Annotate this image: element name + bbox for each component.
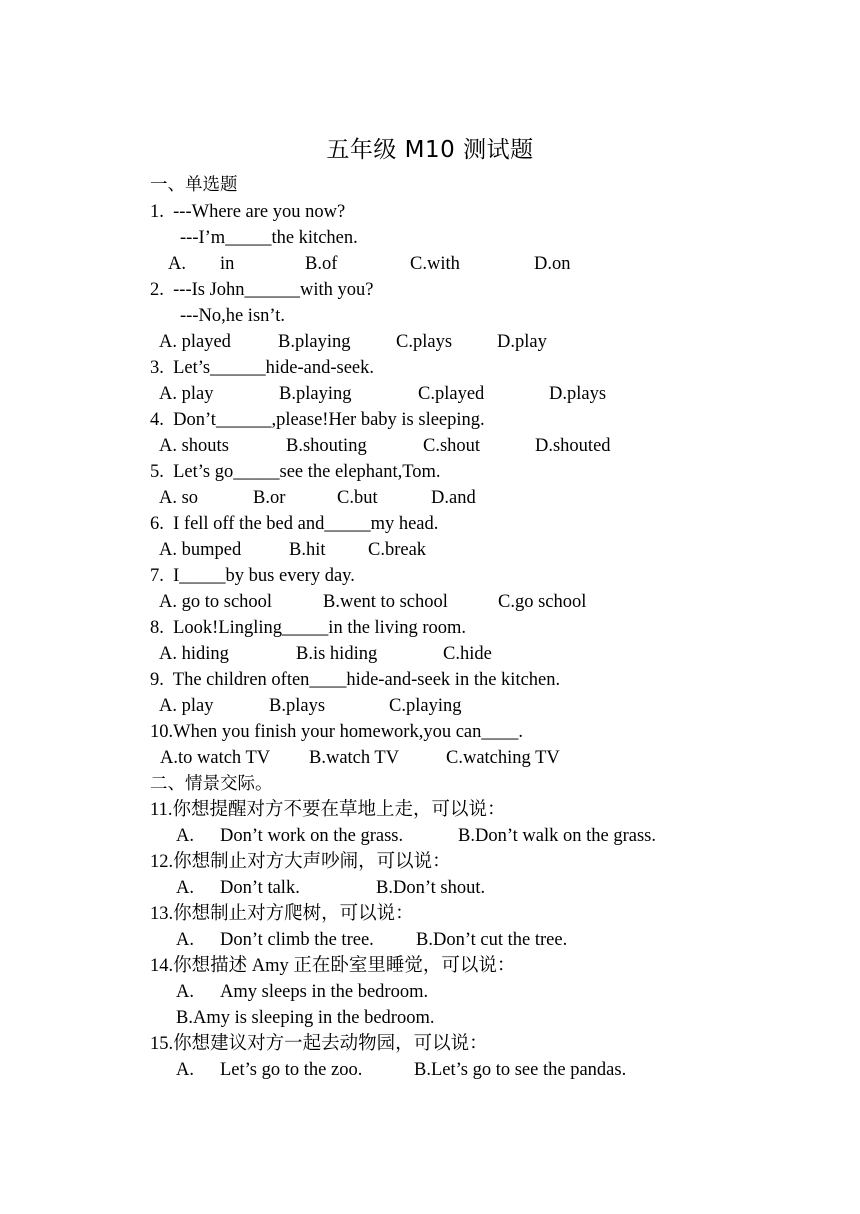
question-6-option-c: C.break: [368, 540, 427, 560]
question-13-stem: 13.你想制止对方爬树，可以说：: [150, 904, 414, 924]
question-15-option-a: Let’s go to the zoo.: [220, 1060, 363, 1080]
question-8-option-b: B.is hiding: [296, 644, 378, 664]
question-9-stem: 9. The children often____hide-and-seek in the kitchen.: [150, 670, 561, 690]
question-5-option-c: C.but: [337, 488, 378, 508]
question-4-stem: 4. Don’t______,please!Her baby is sleeping.: [150, 410, 485, 430]
question-5-option-a: A. so: [159, 488, 199, 508]
question-6-stem: 6. I fell off the bed and_____my head.: [150, 514, 439, 534]
section-heading-situational: 二、情景交际。: [150, 774, 273, 794]
question-12-stem: 12.你想制止对方大声吵闹，可以说：: [150, 852, 451, 872]
question-12-option-a: Don’t talk.: [220, 878, 300, 898]
question-2-option-a: A. played: [159, 332, 231, 352]
question-4-option-d: D.shouted: [535, 436, 611, 456]
question-8-stem: 8. Look!Lingling_____in the living room.: [150, 618, 467, 638]
question-14-stem: 14.你想描述 Amy 正在卧室里睡觉，可以说：: [150, 956, 516, 976]
question-1-option-b: B.of: [305, 254, 338, 274]
question-3-option-d: D.plays: [549, 384, 607, 404]
question-6-option-b: B.hit: [289, 540, 326, 560]
question-1-stem: 1. ---Where are you now?: [150, 202, 346, 222]
question-4-option-a: A. shouts: [159, 436, 229, 456]
section-heading-single-choice: 一、单选题: [150, 175, 238, 195]
question-3-stem: 3. Let’s______hide-and-seek.: [150, 358, 374, 378]
question-2-option-d: D.play: [497, 332, 547, 352]
question-8-option-c: C.hide: [443, 644, 492, 664]
question-11-option-a: Don’t work on the grass.: [220, 826, 404, 846]
question-10-option-c: C.watching TV: [446, 748, 560, 768]
question-1-stem-reply: ---I’m_____the kitchen.: [180, 228, 358, 248]
question-3-option-b: B.playing: [279, 384, 352, 404]
question-5-stem: 5. Let’s go_____see the elephant,Tom.: [150, 462, 441, 482]
question-9-option-a: A. play: [159, 696, 214, 716]
question-3-option-a: A. play: [159, 384, 214, 404]
question-12-option-a-letter: A.: [176, 878, 194, 898]
question-14-option-b: B.Amy is sleeping in the bedroom.: [176, 1008, 435, 1028]
question-15-stem: 15.你想建议对方一起去动物园，可以说：: [150, 1034, 488, 1054]
question-13-option-a-letter: A.: [176, 930, 194, 950]
question-4-option-c: C.shout: [423, 436, 481, 456]
question-1-option-c: C.with: [410, 254, 460, 274]
question-11-option-b: B.Don’t walk on the grass.: [458, 826, 656, 846]
question-1-option-a: in: [220, 254, 235, 274]
question-7-stem: 7. I_____by bus every day.: [150, 566, 355, 586]
question-10-option-b: B.watch TV: [309, 748, 400, 768]
question-11-stem: 11.你想提醒对方不要在草地上走，可以说：: [150, 800, 506, 820]
question-14-option-a-letter: A.: [176, 982, 194, 1002]
question-9-option-b: B.plays: [269, 696, 326, 716]
question-12-option-b: B.Don’t shout.: [376, 878, 486, 898]
question-7-option-a: A. go to school: [159, 592, 273, 612]
question-5-option-d: D.and: [431, 488, 476, 508]
question-11-option-a-letter: A.: [176, 826, 194, 846]
page-title: 五年级 M10 测试题: [326, 137, 534, 163]
question-2-option-b: B.playing: [278, 332, 351, 352]
question-4-option-b: B.shouting: [286, 436, 367, 456]
question-7-option-b: B.went to school: [323, 592, 448, 612]
question-6-option-a: A. bumped: [159, 540, 242, 560]
question-1-option-d: D.on: [534, 254, 571, 274]
question-15-option-a-letter: A.: [176, 1060, 194, 1080]
question-15-option-b: B.Let’s go to see the pandas.: [414, 1060, 627, 1080]
question-10-stem: 10.When you finish your homework,you can____.: [150, 722, 524, 742]
question-3-option-c: C.played: [418, 384, 485, 404]
question-2-option-c: C.plays: [396, 332, 453, 352]
question-9-option-c: C.playing: [389, 696, 462, 716]
question-10-option-a: A.to watch TV: [160, 748, 271, 768]
question-14-option-a: Amy sleeps in the bedroom.: [220, 982, 429, 1002]
question-8-option-a: A. hiding: [159, 644, 229, 664]
question-13-option-a: Don’t climb the tree.: [220, 930, 374, 950]
question-2-stem: 2. ---Is John______with you?: [150, 280, 374, 300]
question-5-option-b: B.or: [253, 488, 286, 508]
question-1-option-a-letter: A.: [168, 254, 186, 274]
question-13-option-b: B.Don’t cut the tree.: [416, 930, 568, 950]
question-2-stem-reply: ---No,he isn’t.: [180, 306, 285, 326]
question-7-option-c: C.go school: [498, 592, 587, 612]
